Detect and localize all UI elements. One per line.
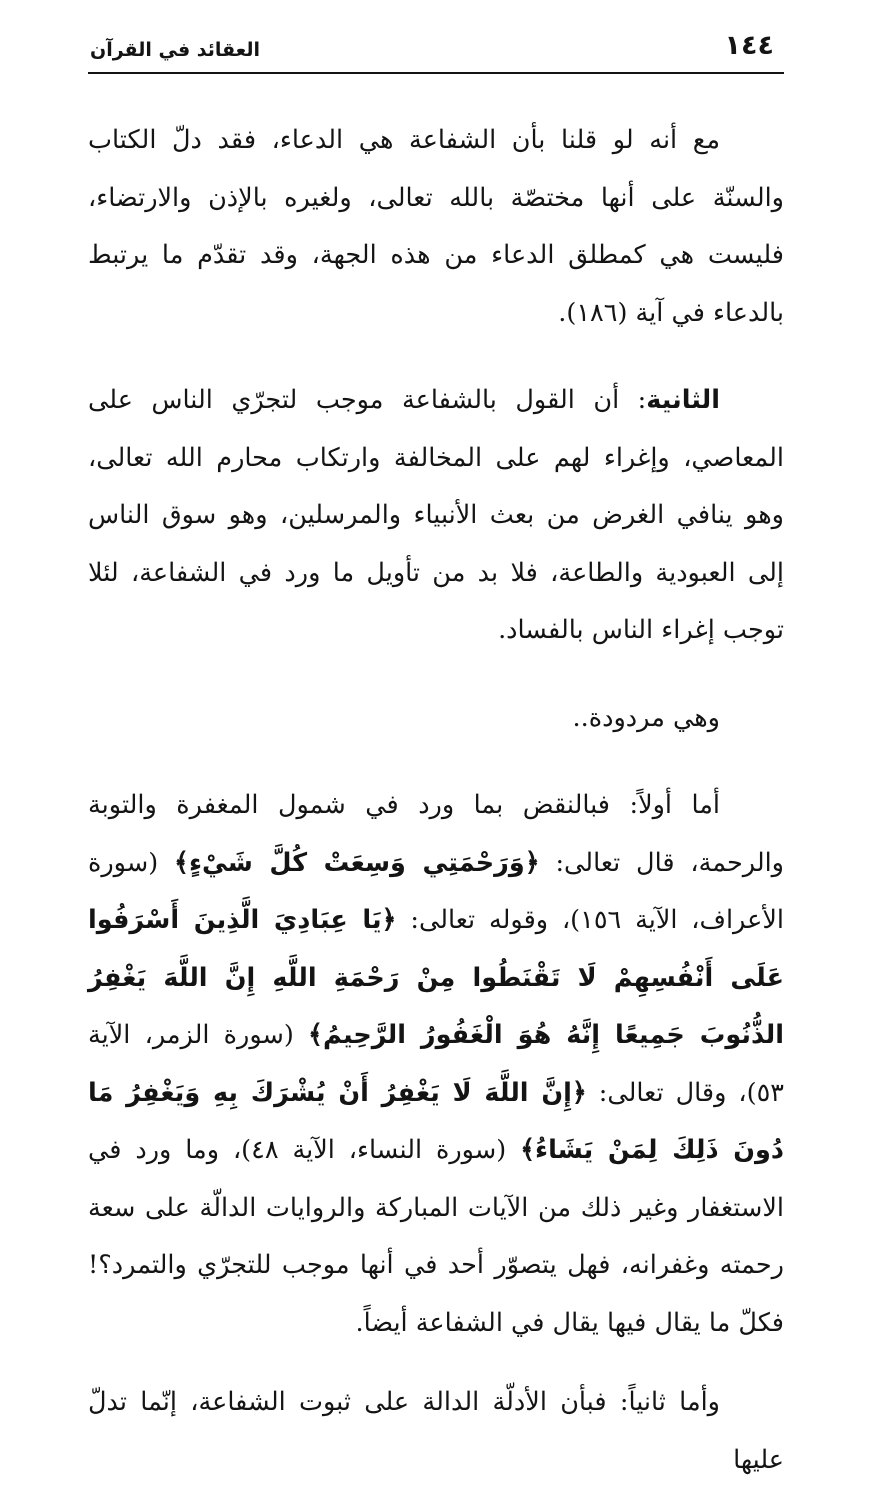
quran-close-bracket: ﴾: [308, 1020, 323, 1050]
paragraph-intro-text: مع أنه لو قلنا بأن الشفاعة هي الدعاء، فقد دلّ الكتاب والسنّة على أنها مختصّة بالله تعالى، ولغيره بالإذن والارتضاء، فليست هي كمطلق الدعاء من هذه الجهة، وقد تقدّم ما يرتبط بالدعاء في آية (١٨٦).: [88, 125, 784, 328]
running-header: [88, 22, 784, 74]
page-text: [88, 112, 784, 1489]
quran-open-bracket: ﴿: [381, 905, 397, 935]
quran-verse-zumar: يَا عِبَادِيَ الَّذِينَ أَسْرَفُوا عَلَى أَنْفُسِهِمْ لَا تَقْنَطُوا مِنْ رَحْمَةِ اللَّهِ إِنَّ اللَّهَ يَغْفِرُ الذُّنُوبَ جَمِيعًا إِنَّهُ هُوَ الْغَفُورُ الرَّحِيمُ: [88, 905, 784, 1050]
first-reply-text-4: (سورة النساء، الآية ٤٨)، وما ورد في الاستغفار وغير ذلك من الآيات المباركة والروايات الدالّة على سعة رحمته وغفرانه، فهل يتصوّر أحد في أنها موجب للتجرّي والتمرد؟! فكلّ ما يقال فيها يقال في الشفاعة أيضاً.: [88, 1135, 784, 1338]
quran-close-bracket: ﴾: [173, 847, 189, 878]
second-objection-heading: الثانية: [646, 385, 720, 415]
paragraph-second-objection: [88, 372, 784, 660]
paragraph-second-reply: [88, 1374, 784, 1489]
page-number: ١٤٤: [724, 30, 774, 61]
paragraph-intro: [88, 112, 784, 342]
quran-verse-nisa: إِنَّ اللَّهَ لَا يَغْفِرُ أَنْ يُشْرَكَ بِهِ وَيَغْفِرُ مَا دُونَ ذَلِكَ لِمَنْ يَشَاءُ: [88, 1077, 784, 1165]
book-title: العقائد في القرآن: [90, 39, 261, 61]
second-reply-text: وأما ثانياً: فبأن الأدلّة الدالة على ثبوت الشفاعة، إنّما تدلّ عليها: [88, 1387, 784, 1475]
first-reply-text-3: (سورة الزمر، الآية ٥٣)، وقال تعالى:: [88, 1020, 784, 1108]
quran-open-bracket: ﴿: [571, 1077, 587, 1108]
rebuttal-intro-text: وهي مردودة..: [572, 702, 720, 733]
quran-verse-araf: وَرَحْمَتِي وَسِعَتْ كُلَّ شَيْءٍ: [188, 847, 525, 878]
quran-close-bracket: ﴾: [520, 1135, 536, 1165]
second-objection-text: : أن القول بالشفاعة موجب لتجرّي الناس على المعاصي، وإغراء لهم على المخالفة وارتكاب محارم الله تعالى، وهو ينافي الغرض من بعث الأنبياء والمرسلين، وهو سوق الناس إلى العبودية والطاعة، فلا بد من تأويل ما ورد في الشفاعة، لئلا توجب إغراء الناس بالفساد.: [88, 385, 784, 645]
first-reply-text-1: أما أولاً: فبالنقض بما ورد في شمول المغفرة والتوبة والرحمة، قال تعالى:: [88, 790, 784, 878]
first-reply-text-2: (سورة الأعراف، الآية ١٥٦)، وقوله تعالى:: [88, 847, 784, 935]
paragraph-first-reply: [88, 777, 784, 1352]
book-page: [88, 22, 784, 1475]
quran-open-bracket: ﴿: [524, 847, 540, 878]
paragraph-rebuttal-intro: [88, 690, 784, 748]
